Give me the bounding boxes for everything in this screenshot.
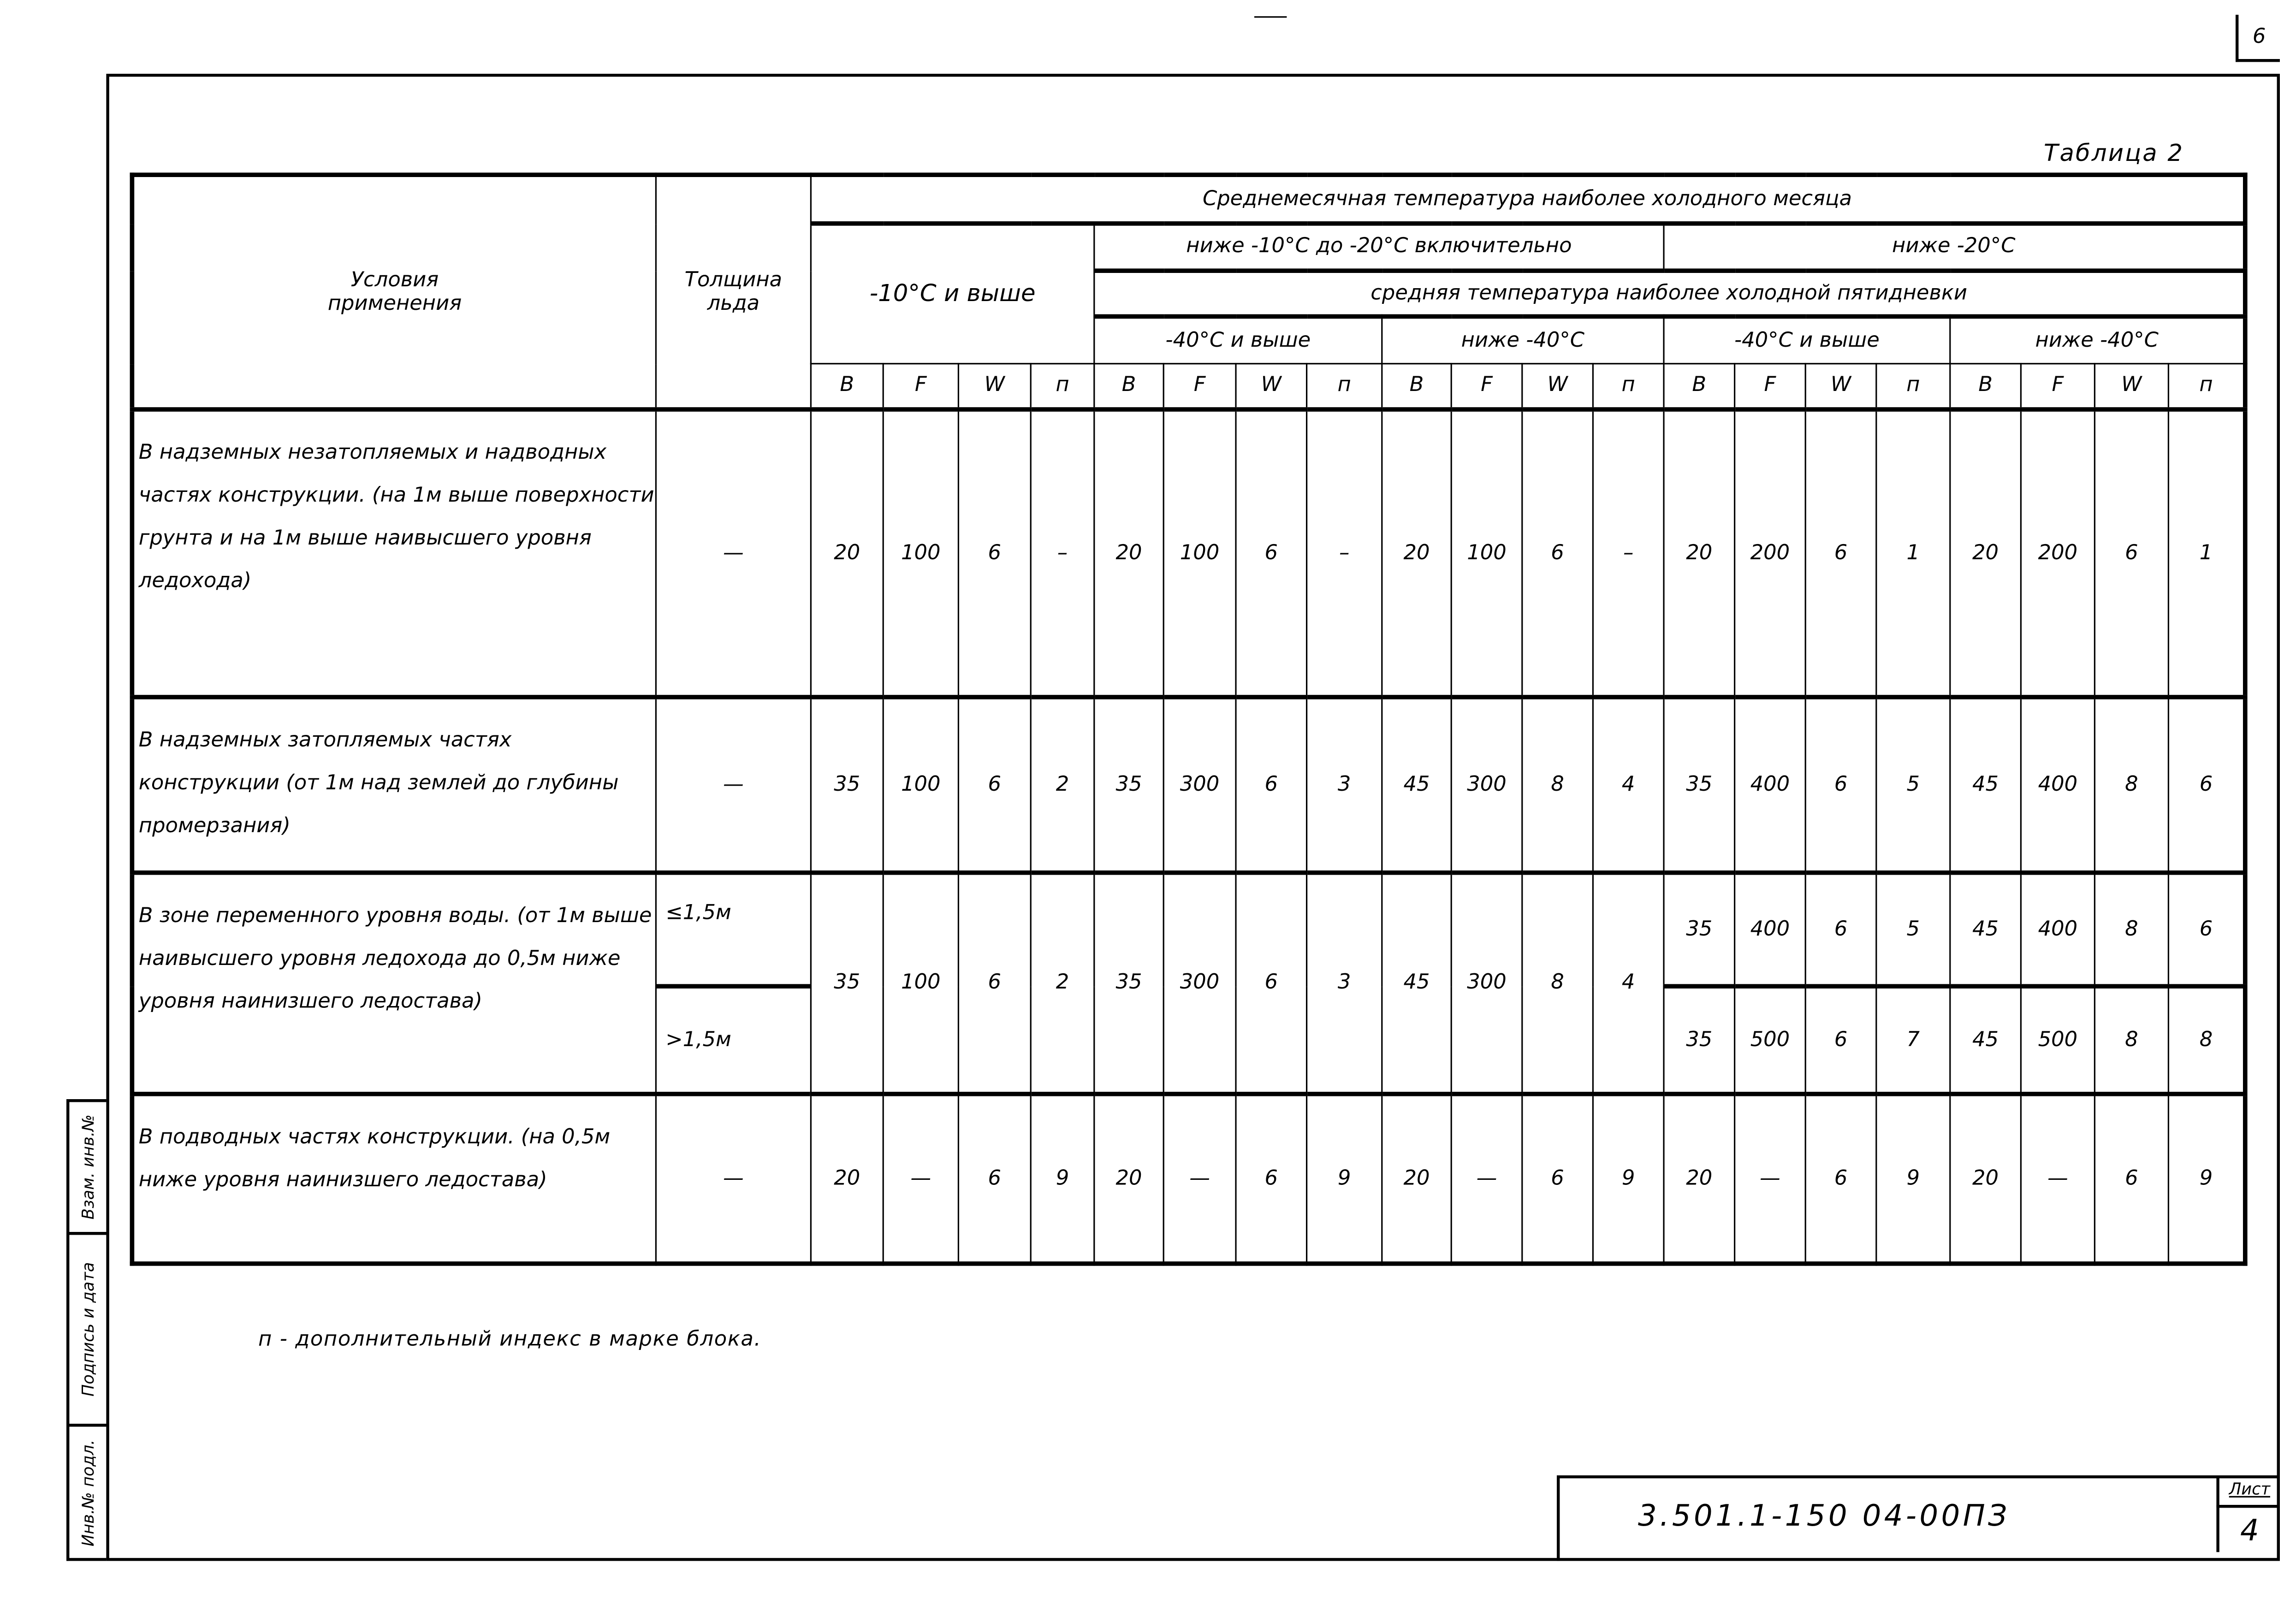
value-cell: 45 (1382, 873, 1451, 1094)
top-mark (1254, 16, 1287, 18)
param-header: W (1522, 364, 1593, 409)
value-cell: 6 (1805, 697, 1876, 873)
value-cell: 5 (1876, 873, 1950, 986)
value-cell: 45 (1950, 697, 2021, 873)
value-cell: 8 (1522, 873, 1593, 1094)
param-header: F (1735, 364, 1806, 409)
value-cell: 3 (1307, 697, 1382, 873)
header-below-minus40: ниже -40°С (1382, 316, 1664, 363)
value-cell: 35 (1094, 873, 1163, 1094)
param-header: F (2021, 364, 2094, 409)
value-cell: 6 (2168, 697, 2245, 873)
value-cell: 500 (2021, 986, 2094, 1094)
header-above-minus40: -40°С и выше (1094, 316, 1382, 363)
value-cell: 200 (1735, 409, 1806, 697)
value-cell: 9 (1876, 1094, 1950, 1264)
value-cell: 6 (1522, 1094, 1593, 1264)
strip-label: Взам. инв.№ (78, 1114, 98, 1220)
value-cell: 1 (2168, 409, 2245, 697)
value-cell: – (1593, 409, 1664, 697)
value-cell: 20 (811, 1094, 883, 1264)
param-header: F (1163, 364, 1236, 409)
value-cell: 5 (1876, 697, 1950, 873)
value-cell: 35 (1664, 697, 1735, 873)
footnote: п - дополнительный индекс в марке блока. (258, 1328, 762, 1352)
param-header: F (883, 364, 958, 409)
value-cell: 20 (1094, 409, 1163, 697)
value-cell: 400 (1735, 873, 1806, 986)
table-row (132, 697, 2245, 873)
thickness-cell: — (656, 409, 811, 697)
value-cell: 20 (1382, 409, 1451, 697)
param-header: B (811, 364, 883, 409)
header-ice-thickness: Толщина льда (656, 175, 811, 409)
header-above-minus10: -10°С и выше (811, 224, 1094, 364)
value-cell: 35 (1094, 697, 1163, 873)
strip-label: Подпись и дата (78, 1262, 98, 1397)
value-cell: 400 (1735, 697, 1806, 873)
header-minus10-to-minus20: ниже -10°С до -20°С включительно (1094, 224, 1664, 271)
value-cell: 500 (1735, 986, 1806, 1094)
header-below-minus20: ниже -20°С (1664, 224, 2245, 271)
param-header: W (958, 364, 1031, 409)
value-cell: 20 (1382, 1094, 1451, 1264)
value-cell: — (883, 1094, 958, 1264)
sheet-number: 4 (2216, 1508, 2280, 1552)
param-header: B (1382, 364, 1451, 409)
value-cell: 9 (2168, 1094, 2245, 1264)
param-header: п (2168, 364, 2245, 409)
value-cell: 100 (883, 409, 958, 697)
condition-cell: В зоне переменного уровня воды. (от 1м выше наивысшего уровня ледохода до 0,5м ниже уровня наинизшего ледостава) (132, 873, 656, 1094)
value-cell: 100 (1163, 409, 1236, 697)
value-cell: 6 (958, 697, 1031, 873)
thickness-cell: ≤1,5м (656, 873, 811, 986)
value-cell: 35 (1664, 873, 1735, 986)
value-cell: 9 (1307, 1094, 1382, 1264)
value-cell: 6 (1236, 697, 1307, 873)
param-header: п (1307, 364, 1382, 409)
value-cell: 6 (1236, 873, 1307, 1094)
header-below-minus40: ниже -40°С (1950, 316, 2245, 363)
condition-cell: В подводных частях конструкции. (на 0,5м ниже уровня наинизшего ледостава) (132, 1094, 656, 1264)
value-cell: 20 (1664, 1094, 1735, 1264)
value-cell: 6 (958, 1094, 1031, 1264)
value-cell: 300 (1163, 697, 1236, 873)
value-cell: 20 (1664, 409, 1735, 697)
param-header: W (1805, 364, 1876, 409)
document-number: 3.501.1-150 04-00ПЗ (1638, 1497, 2010, 1533)
value-cell: 7 (1876, 986, 1950, 1094)
table-caption: Таблица 2 (2044, 138, 2184, 167)
corner-box: 6 (2236, 15, 2280, 62)
value-cell: 20 (811, 409, 883, 697)
thickness-cell: >1,5м (656, 986, 811, 1094)
param-header: B (1950, 364, 2021, 409)
value-cell: 8 (2094, 873, 2168, 986)
value-cell: — (1163, 1094, 1236, 1264)
value-cell: 6 (2168, 873, 2245, 986)
value-cell: 300 (1451, 697, 1522, 873)
value-cell: 6 (1236, 409, 1307, 697)
value-cell: 2 (1031, 697, 1094, 873)
value-cell: 200 (2021, 409, 2094, 697)
param-header: п (1031, 364, 1094, 409)
table-row (132, 409, 2245, 697)
param-header: B (1664, 364, 1735, 409)
thickness-cell: — (656, 697, 811, 873)
value-cell: — (1451, 1094, 1522, 1264)
value-cell: 6 (1805, 1094, 1876, 1264)
value-cell: 2 (1031, 873, 1094, 1094)
param-header: W (2094, 364, 2168, 409)
value-cell: 6 (1805, 873, 1876, 986)
strip-orig-inv (66, 1424, 106, 1561)
value-cell: – (1307, 409, 1382, 697)
value-cell: 35 (811, 873, 883, 1094)
value-cell: 6 (1805, 409, 1876, 697)
value-cell: 3 (1307, 873, 1382, 1094)
sheet-label: Лист (2216, 1475, 2280, 1508)
param-header: B (1094, 364, 1163, 409)
header-five-day-temp: средняя температура наиболее холодной пятидневки (1094, 271, 2245, 316)
value-cell: 4 (1593, 873, 1664, 1094)
value-cell: 100 (1451, 409, 1522, 697)
table-row (132, 873, 2245, 986)
value-cell: 20 (1950, 409, 2021, 697)
strip-label: Инв.№ подл. (78, 1438, 98, 1546)
value-cell: 8 (1522, 697, 1593, 873)
value-cell: — (1735, 1094, 1806, 1264)
value-cell: 8 (2094, 986, 2168, 1094)
value-cell: 400 (2021, 873, 2094, 986)
value-cell: 20 (1094, 1094, 1163, 1264)
table-row (132, 1094, 2245, 1264)
value-cell: 300 (1163, 873, 1236, 1094)
header-above-minus40: -40°С и выше (1664, 316, 1950, 363)
thickness-cell: — (656, 1094, 811, 1264)
value-cell: 300 (1451, 873, 1522, 1094)
condition-cell: В надземных незатопляемых и надводных частях конструкции. (на 1м выше поверхности грунта и на 1м выше наивысшего уровня ледохода) (132, 409, 656, 697)
strip-signature-date (66, 1232, 106, 1426)
value-cell: 45 (1382, 697, 1451, 873)
value-cell: 400 (2021, 697, 2094, 873)
value-cell: 45 (1950, 873, 2021, 986)
value-cell: 9 (1031, 1094, 1094, 1264)
value-cell: 6 (958, 409, 1031, 697)
value-cell: 4 (1593, 697, 1664, 873)
strip-replaced-inv (66, 1099, 106, 1235)
value-cell: 9 (1593, 1094, 1664, 1264)
value-cell: 8 (2094, 697, 2168, 873)
param-header: W (1236, 364, 1307, 409)
value-cell: 6 (2094, 1094, 2168, 1264)
value-cell: 6 (1522, 409, 1593, 697)
value-cell: 35 (1664, 986, 1735, 1094)
value-cell: 100 (883, 873, 958, 1094)
value-cell: 1 (1876, 409, 1950, 697)
value-cell: 45 (1950, 986, 2021, 1094)
header-monthly-temp: Среднемесячная температура наиболее холодного месяца (811, 175, 2245, 224)
param-header: п (1593, 364, 1664, 409)
value-cell: 35 (811, 697, 883, 873)
value-cell: 20 (1950, 1094, 2021, 1264)
data-table (130, 172, 2248, 1266)
condition-cell: В надземных затопляемых частях конструкции (от 1м над землей до глубины промерзания) (132, 697, 656, 873)
value-cell: 6 (1236, 1094, 1307, 1264)
param-header: п (1876, 364, 1950, 409)
value-cell: 100 (883, 697, 958, 873)
value-cell: 8 (2168, 986, 2245, 1094)
value-cell: 6 (1805, 986, 1876, 1094)
value-cell: 6 (2094, 409, 2168, 697)
value-cell: – (1031, 409, 1094, 697)
header-conditions: Условия применения (132, 175, 656, 409)
param-header: F (1451, 364, 1522, 409)
value-cell: — (2021, 1094, 2094, 1264)
value-cell: 6 (958, 873, 1031, 1094)
